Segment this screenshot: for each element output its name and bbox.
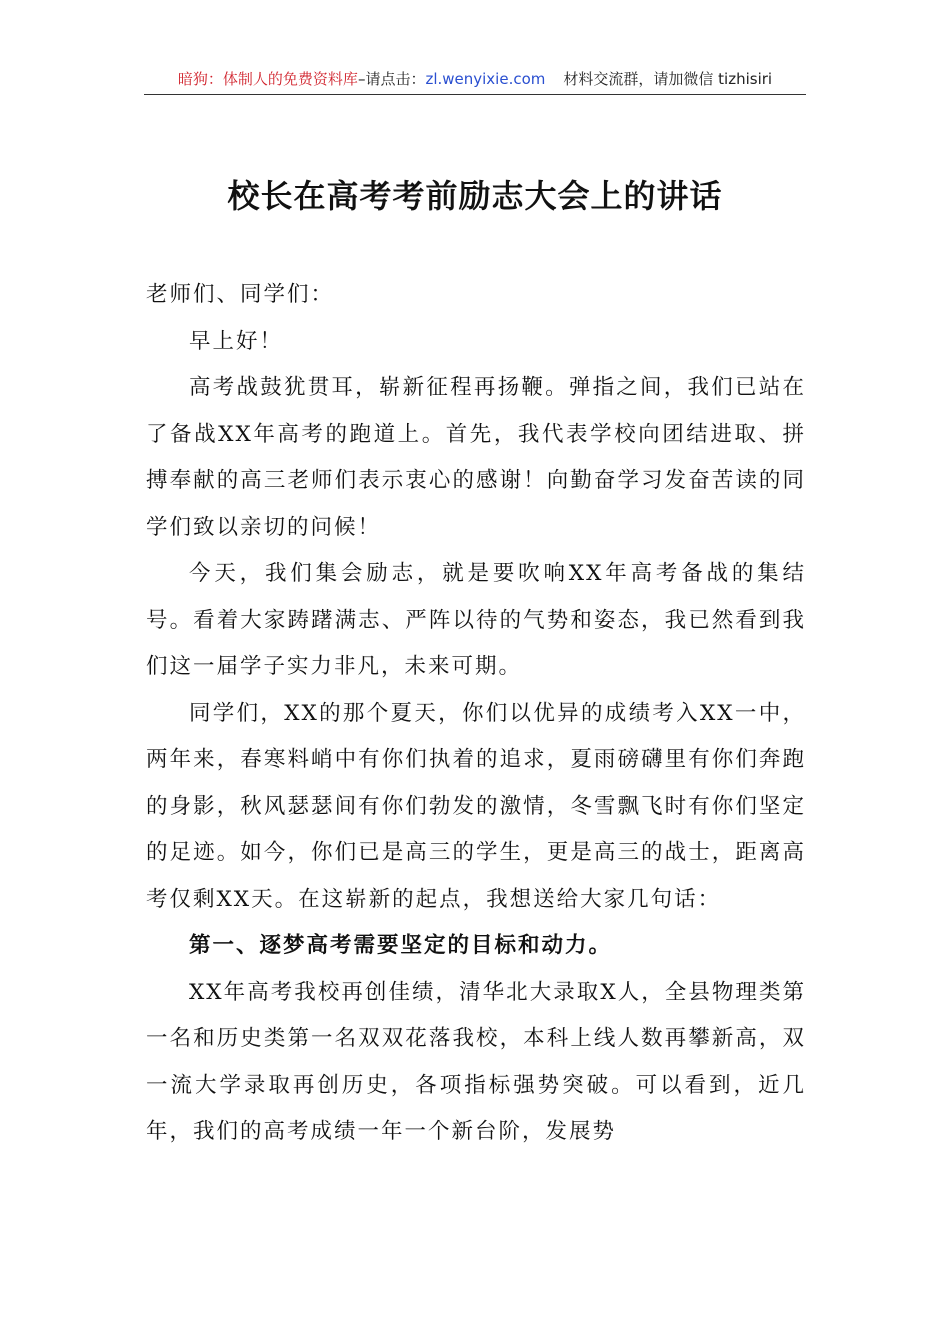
header-cta-text: –请点击： bbox=[357, 70, 426, 88]
document-body bbox=[146, 272, 806, 1156]
header-brand-text: 暗狗：体制人的免费资料库 bbox=[177, 70, 358, 88]
document-title: 校长在高考考前励志大会上的讲话 bbox=[227, 177, 723, 215]
greeting-paragraph: 早上好！ bbox=[189, 328, 284, 354]
body-paragraph: 同学们，XX的那个夏天，你们以优异的成绩考入XX一中，两年来，春寒料峭中有你们执着的追求，夏雨磅礴里有你们奔跑的身影，秋风瑟瑟间有你们勃发的激情，冬雪飘飞时有你们坚定的足迹。如今，你们已是高三的学生，更是高三的战士，距离高考仅剩XX天。在这崭新的起点，我想送给大家几句话： bbox=[146, 700, 806, 912]
section-heading: 第一、逐梦高考需要坚定的目标和动力。 bbox=[189, 933, 613, 958]
salutation: 老师们、同学们： bbox=[146, 282, 335, 307]
page-header bbox=[144, 66, 806, 95]
header-url-link[interactable]: zl.wenyixie.com bbox=[425, 70, 546, 88]
body-paragraph: XX年高考我校再创佳绩，清华北大录取X人，全县物理类第一名和历史类第一名双双花落我校，本科上线人数再攀新高，双一流大学录取再创历史，各项指标强势突破。可以看到，近几年，我们的高考成绩一年一个新台阶，发展势 bbox=[146, 979, 806, 1144]
body-paragraph: 高考战鼓犹贯耳，崭新征程再扬鞭。弹指之间，我们已站在了备战XX年高考的跑道上。首先，我代表学校向团结进取、拼搏奉献的高三老师们表示衷心的感谢！向勤奋学习发奋苦读的同学们致以亲切的问候！ bbox=[146, 375, 806, 540]
header-group-text: 材料交流群，请加微信 tizhisiri bbox=[563, 70, 773, 88]
body-paragraph: 今天，我们集会励志，就是要吹响XX年高考备战的集结号。看着大家踌躇满志、严阵以待的气势和姿态，我已然看到我们这一届学子实力非凡，未来可期。 bbox=[146, 561, 806, 679]
